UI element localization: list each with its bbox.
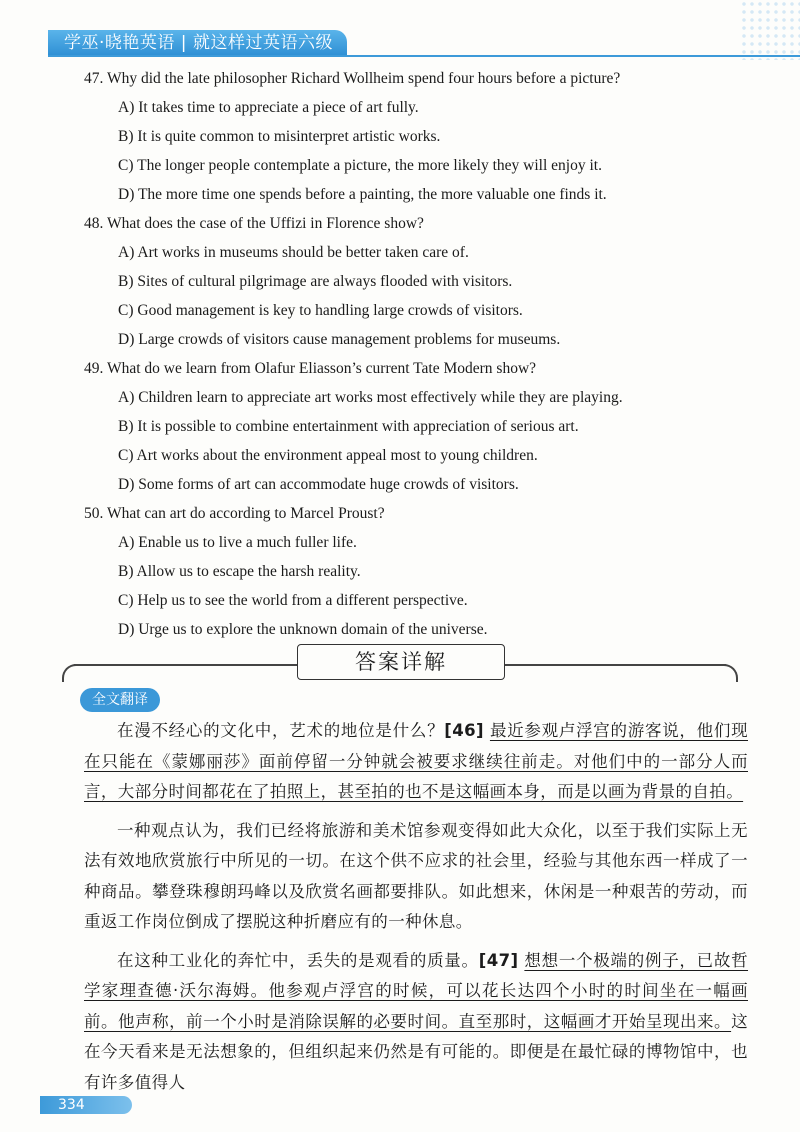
decorative-dots [740, 0, 800, 60]
paragraph [84, 946, 748, 1099]
question-list [84, 64, 764, 644]
question-47 [84, 64, 764, 209]
banner-corner [62, 664, 76, 682]
question-50 [84, 499, 764, 644]
paragraph [84, 716, 748, 808]
banner-corner [724, 664, 738, 682]
option-d: D) Some forms of art can accommodate huge crowds of visitors. [118, 476, 519, 493]
question-marker: [46] [444, 721, 484, 740]
option-a: A) Children learn to appreciate art works most effectively while they are playing. [118, 389, 623, 406]
question-stem: 50. What can art do according to Marcel Proust? [84, 505, 385, 522]
option-c: C) The longer people contemplate a picture, the more likely they will enjoy it. [118, 157, 602, 174]
option-c: C) Good management is key to handling large crowds of visitors. [118, 302, 523, 319]
underlined-answer-text: 最近参观卢浮宫的游客说，他们现在只能在《蒙娜丽莎》面前停留一分钟就会被要求继续往前走。对他们中的一部分人而言，大部分时间都花在了拍照上，甚至拍的也不是这幅画本身，而是以画为背景的自拍。 [84, 721, 748, 801]
page-number: 334 [40, 1096, 132, 1114]
option-c: C) Help us to see the world from a different perspective. [118, 592, 468, 609]
option-d: D) Urge us to explore the unknown domain of the universe. [118, 621, 488, 638]
option-c: C) Art works about the environment appeal most to young children. [118, 447, 538, 464]
translation-label: 全文翻译 [80, 688, 160, 712]
option-a: A) It takes time to appreciate a piece of art fully. [118, 99, 419, 116]
option-b: B) It is quite common to misinterpret artistic works. [118, 128, 441, 145]
paragraph-text: 在这种工业化的奔忙中，丢失的是观看的质量。 [117, 950, 479, 970]
answer-section-banner [62, 644, 738, 682]
option-d: D) Large crowds of visitors cause management problems for museums. [118, 331, 561, 348]
question-49 [84, 354, 764, 499]
question-48 [84, 209, 764, 354]
question-stem: 48. What does the case of the Uffizi in Florence show? [84, 215, 424, 232]
question-marker: [47] [478, 950, 519, 970]
question-stem: 49. What do we learn from Olafur Eliasson’s current Tate Modern show? [84, 360, 537, 377]
option-a: A) Art works in museums should be better taken care of. [118, 244, 469, 261]
banner-rule [74, 664, 298, 666]
option-a: A) Enable us to live a much fuller life. [118, 534, 357, 551]
translation-body [84, 716, 748, 1106]
option-d: D) The more time one spends before a painting, the more valuable one finds it. [118, 186, 607, 203]
running-header [0, 0, 800, 58]
book-title-tab: 学巫·晓艳英语 | 就这样过英语六级 [48, 30, 347, 56]
paragraph-text: 这在今天看来是无法想象的，但组织起来仍然是有可能的。即便是在最忙碌的博物馆中，也有许多值得人 [84, 1011, 748, 1092]
header-rule [48, 55, 800, 57]
question-stem: 47. Why did the late philosopher Richard Wollheim spend four hours before a picture? [84, 70, 621, 87]
section-title: 答案详解 [297, 644, 505, 680]
paragraph: 一种观点认为，我们已经将旅游和美术馆参观变得如此大众化，以至于我们实际上无法有效地欣赏旅行中所见的一切。在这个供不应求的社会里，经验与其他东西一样成了一种商品。攀登珠穆朗玛峰以及欣赏名画都要排队。如此想来，休闲是一种艰苦的劳动，而重返工作岗位倒成了摆脱这种折磨应有的一种休息。 [84, 820, 748, 931]
option-b: B) Sites of cultural pilgrimage are always flooded with visitors. [118, 273, 513, 290]
banner-rule [503, 664, 726, 666]
option-b: B) Allow us to escape the harsh reality. [118, 563, 361, 580]
option-b: B) It is possible to combine entertainment with appreciation of serious art. [118, 418, 579, 435]
underlined-answer-text: 想想一个极端的例子，已故哲学家理查德·沃尔海姆。他参观卢浮宫的时候，可以花长达四个小时的时间坐在一幅画前。他声称，前一个小时是消除误解的必要时间。直至那时，这幅画才开始呈现出来。 [84, 950, 749, 1031]
paragraph-text: 在漫不经心的文化中，艺术的地位是什么？ [117, 721, 445, 740]
